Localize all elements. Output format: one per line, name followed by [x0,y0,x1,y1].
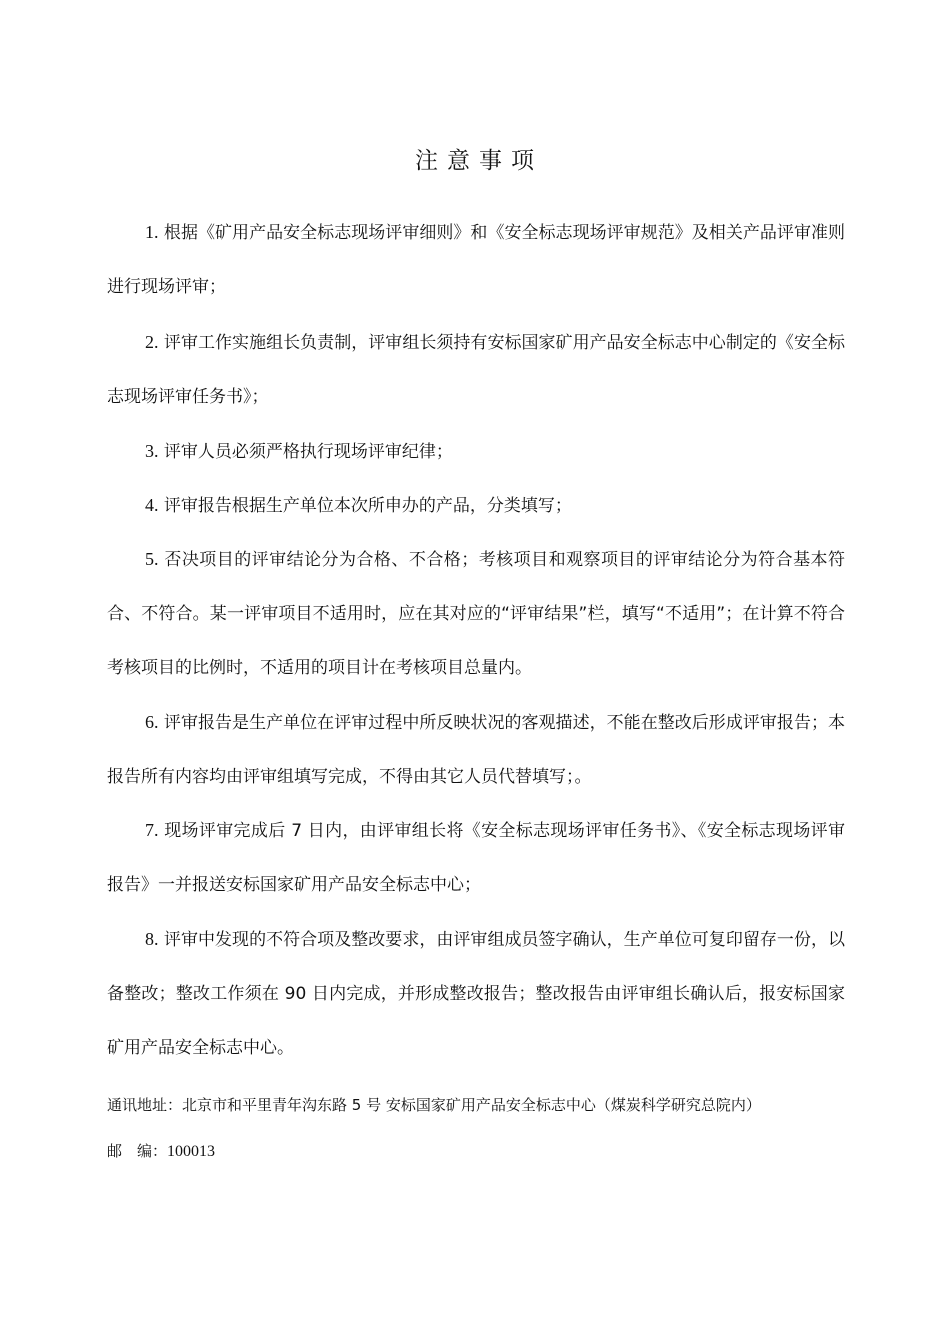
postal-code-line [107,1139,867,1164]
contact-address: 通讯地址：北京市和平里青年沟东路 5 号 安标国家矿用产品安全标志中心（煤炭科学研究总院内） [107,1096,761,1114]
notice-item-6 [107,695,845,804]
notice-item-2 [107,315,845,424]
notice-item-3 [107,424,845,479]
item-number: 1. [145,222,159,242]
item-text: 根据《矿用产品安全标志现场评审细则》和《安全标志现场评审规范》及相关产品评审准则进行现场评审； [107,223,845,297]
item-number: 5. [145,549,159,569]
notice-item-7 [107,803,845,912]
item-text: 评审人员必须严格执行现场评审纪律； [158,442,453,462]
item-text: 评审中发现的不符合项及整改要求，由评审组成员签字确认，生产单位可复印留存一份，以备整改；整改工作须在 90 日内完成，并形成整改报告；整改报告由评审组长确认后，报安标国家矿用产品安全标志中心。 [107,930,845,1058]
item-text: 评审工作实施组长负责制，评审组长须持有安标国家矿用产品安全标志中心制定的《安全标志现场评审任务书》； [107,333,845,407]
postal-code-label: 邮 编： [107,1142,168,1160]
item-number: 6. [145,712,159,732]
page-title: 注意事项 [415,148,543,174]
item-text: 评审报告是生产单位在评审过程中所反映状况的客观描述，不能在整改后形成评审报告；本报告所有内容均由评审组填写完成，不得由其它人员代替填写；。 [107,713,845,787]
item-number: 3. [145,441,159,461]
postal-code-value: 100013 [167,1143,216,1160]
item-number: 8. [145,929,159,949]
item-text: 现场评审完成后 7 日内，由评审组长将《安全标志现场评审任务书》、《安全标志现场评审报告》一并报送安标国家矿用产品安全标志中心； [107,821,845,895]
item-text: 否决项目的评审结论分为合格、不合格；考核项目和观察项目的评审结论分为符合基本符合、不符合。某一评审项目不适用时，应在其对应的“评审结果”栏，填写“不适用”；在计算不符合考核项目的比例时，不适用的项目计在考核项目总量内。 [107,550,845,678]
item-text: 评审报告根据生产单位本次所申办的产品，分类填写； [158,496,572,516]
notice-item-8 [107,912,845,1075]
notice-item-4 [107,478,845,533]
notice-item-5 [107,532,845,695]
item-number: 2. [145,332,159,352]
item-number: 7. [145,820,159,840]
notice-item-1 [107,205,845,314]
item-number: 4. [145,495,159,515]
